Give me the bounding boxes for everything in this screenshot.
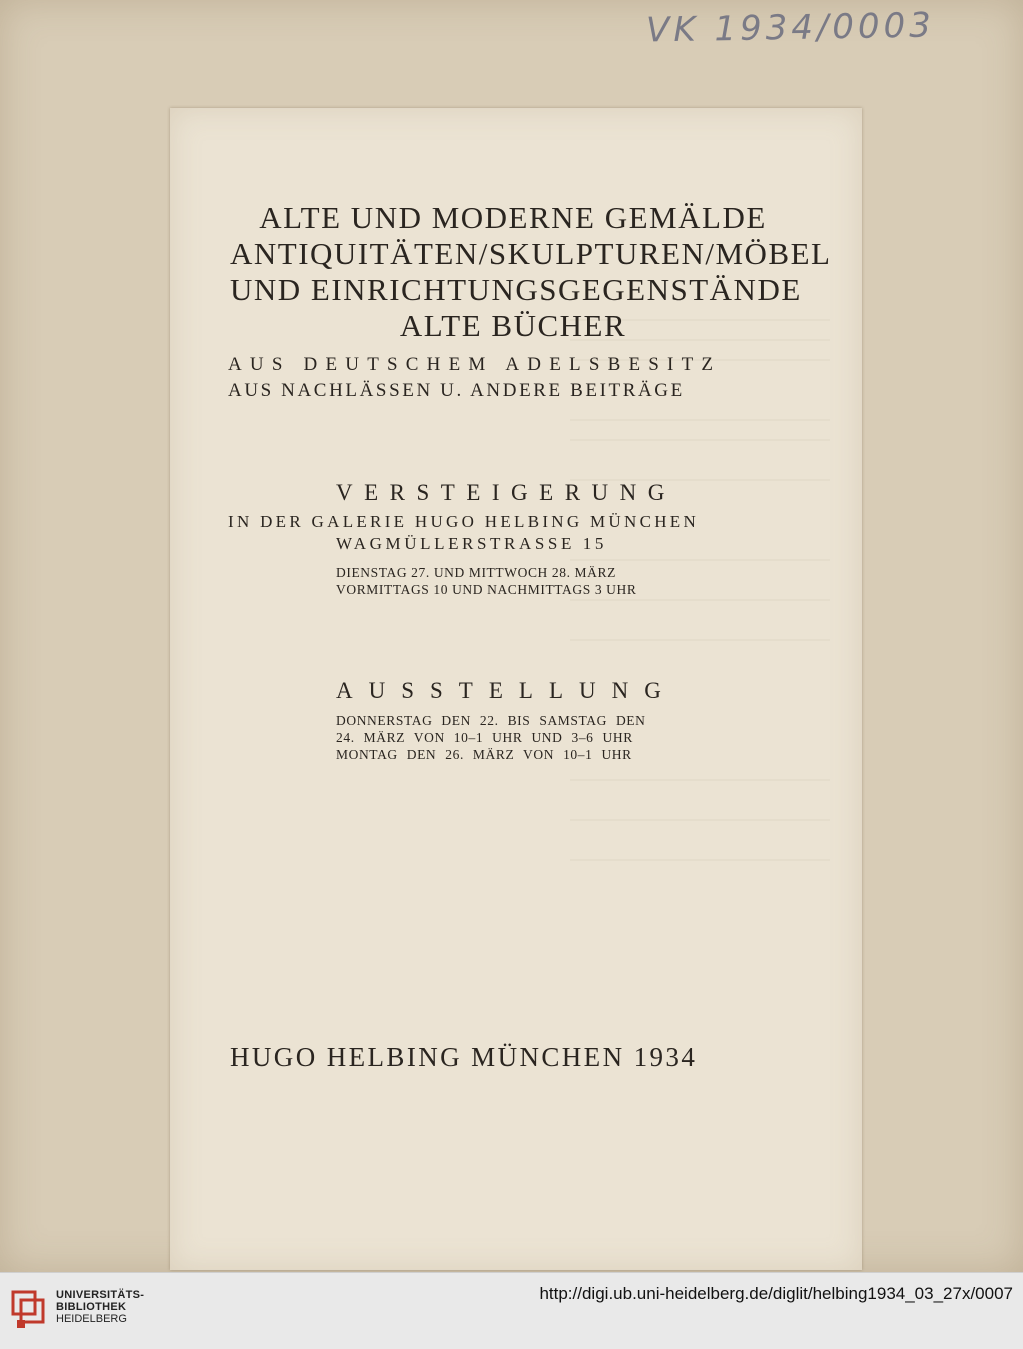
library-name[interactable] (56, 1289, 144, 1325)
auction-gallery: IN DER GALERIE HUGO HELBING MÜNCHEN (228, 512, 700, 531)
library-call-number: VK 1934/0003 (645, 5, 936, 51)
title-line: UND EINRICHTUNGSGEGENSTÄNDE (230, 272, 802, 307)
auction-dates-line-2: VORMITTAGS 10 UND NACHMITTAGS 3 UHR (336, 582, 637, 597)
exhibition-line-3: MONTAG DEN 26. MÄRZ VON 10–1 UHR (336, 747, 632, 762)
library-name-line-2: BIBLIOTHEK (56, 1301, 127, 1313)
provenance-line-1: AUS DEUTSCHEM ADELSBESITZ (228, 354, 722, 375)
exhibition-line-2: 24. MÄRZ VON 10–1 UHR UND 3–6 UHR (336, 730, 633, 745)
provenance-line-2: AUS NACHLÄSSEN U. ANDERE BEITRÄGE (228, 380, 685, 401)
library-name-line-3: HEIDELBERG (56, 1313, 127, 1325)
auction-dates-line-1: DIENSTAG 27. UND MITTWOCH 28. MÄRZ (336, 565, 616, 580)
auction-address: WAGMÜLLERSTRASSE 15 (336, 534, 607, 553)
title-line: ALTE UND MODERNE GEMÄLDE (259, 200, 767, 235)
university-library-logo-icon[interactable] (11, 1290, 47, 1330)
exhibition-heading: AUSSTELLUNG (336, 678, 677, 703)
show-through-texture (560, 300, 840, 980)
title-line: ALTE BÜCHER (399, 308, 627, 343)
auction-heading: VERSTEIGERUNG (336, 480, 676, 505)
library-name-line-1: UNIVERSITÄTS- (56, 1289, 145, 1301)
publisher-line: HUGO HELBING MÜNCHEN 1934 (230, 1042, 698, 1072)
permalink-url[interactable]: http://digi.ub.uni-heidelberg.de/diglit/helbing1934_03_27x/0007 (539, 1284, 1013, 1303)
title-line: ANTIQUITÄTEN/SKULPTUREN/MÖBEL (230, 236, 832, 271)
exhibition-line-1: DONNERSTAG DEN 22. BIS SAMSTAG DEN (336, 713, 646, 728)
